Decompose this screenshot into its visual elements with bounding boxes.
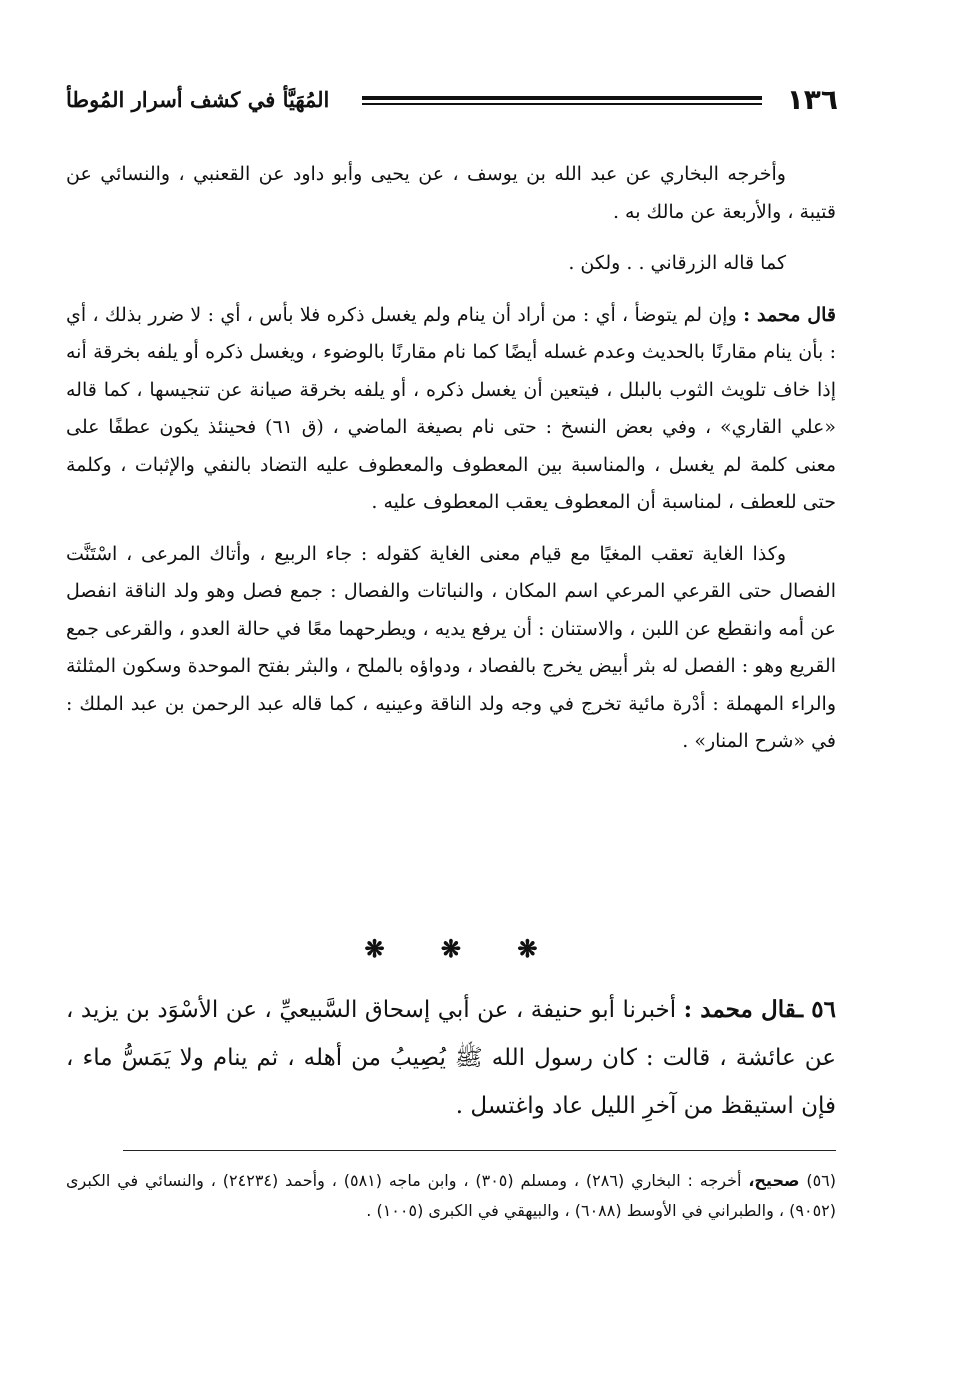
footnote-ref: (٥٦)	[806, 1171, 837, 1190]
paragraph	[66, 297, 836, 522]
hadith-body: أخبرنا أبو حنيفة ، عن أبي إسحاق السَّبيعيِّ ، عن الأسْوَد بن يزيد ، عن عائشة ، قالت : كان رسول الله ﷺ يُصِيبُ من أهله ، ثم ينام ولا يَمَسُّ ماء ، فإن استيقظ من آخرِ الليل عاد واغتسل .	[66, 997, 836, 1119]
paragraph: وأخرجه البخاري عن عبد الله بن يوسف ، عن يحيى وأبو داود عن القعنبي ، والنسائي عن قتيبة ، والأربعة عن مالك به .	[66, 163, 836, 223]
footnote-text: أخرجه : البخاري (٢٨٦) ، ومسلم (٣٠٥) ، وابن ماجه (٥٨١) ، وأحمد (٢٤٢٣٤) ، والنسائي في الكبرى (٩٠٥٢) ، والطبراني في الأوسط (٦٠٨٨) ، والبيهقي في الكبرى (١٠٠٥) .	[66, 1171, 836, 1220]
paragraph: كما قاله الزرقاني . . ولكن .	[568, 252, 786, 274]
speaker-label: قال محمد :	[743, 303, 836, 326]
commentary-body	[66, 156, 836, 761]
running-header	[66, 80, 838, 120]
paragraph-text: وإن لم يتوضأ ، أي : من أراد أن ينام ولم يغسل ذكره فلا بأس ، أي : لا ضرر بذلك ، أي : بأن ينام مقارنًا بالحديث وعدم غسله أيضًا كما نام مقارنًا بالوضوء ، ويغسل ذكره أو يلفه بخرقة أنه إذا خاف تلويث الثوب بالبلل ، فيتعين أن يغسل ذكره ، أو يلفه بخرقة صيانة عن تنجيسها ، كما قاله «علي القاري» ، وفي بعض النسخ : حتى نام بصيغة الماضي ، (ق ٦١) فحينئذ يكون عطفًا على معنى كلمة لم يغسل ، والمناسبة بين المعطوف والمعطوف عليه التضاد بالنفي والإثبات ، وكلمة حتى للعطف ، لمناسبة أن المعطوف يعقب المعطوف عليه .	[66, 303, 836, 513]
footnote-rule	[123, 1150, 836, 1151]
hadith-number: ٥٦ ـ	[796, 996, 836, 1023]
footnote	[66, 1166, 836, 1226]
hadith-text	[66, 986, 836, 1130]
paragraph: وكذا الغاية تعقب المغيًا مع قيام معنى الغاية كقوله : جاء الربيع ، وأتاك المرعى ، اسْتَنَّت الفصال حتى القرعي المرعي اسم المكان ، والنباتات والفصال : جمع فصل وهو ولد الناقة انفصل عن أمه وانقطع عن اللبن ، والاستنان : أن يرفع يديه ، ويطرحهما معًا في حالة العدو ، والقرعى جمع القريع وهو : الفصل له بثر أبيض يخرج بالفصاد ، ودواؤه بالملح ، والبثر بفتح الموحدة وسكون المثلثة والراء المهملة : أدْرة مائية تخرج في وجه ولد الناقة وعينيه ، كما قاله عبد الرحمن بن عبد الملك : في «شرح المنار» .	[66, 542, 836, 752]
section-divider: ❋ ❋ ❋	[364, 934, 538, 963]
book-title: المُهَيَّأ في كشف أسرار المُوطأ	[66, 87, 330, 112]
footnote-grade: صحيح،	[748, 1171, 800, 1190]
speaker-label: قال محمد :	[683, 996, 797, 1023]
page-number: ١٣٦	[786, 83, 838, 116]
header-rule	[362, 96, 762, 100]
